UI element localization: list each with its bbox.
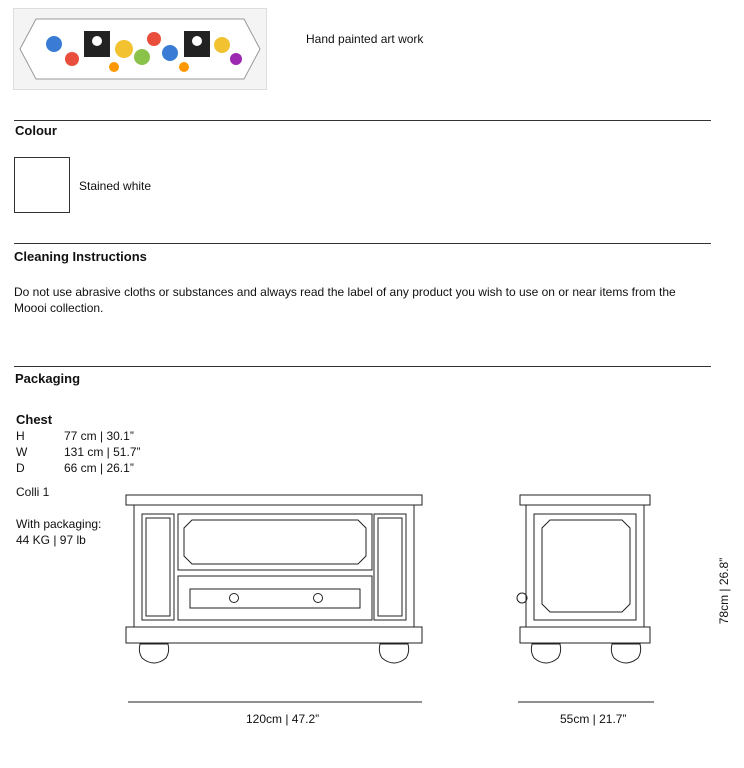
dim-key: H	[16, 429, 25, 443]
chest-front-drawing	[126, 492, 426, 682]
dim-row-height	[16, 429, 134, 443]
artwork-illustration	[14, 9, 266, 89]
colour-swatch-label: Stained white	[79, 179, 152, 193]
cleaning-text-line2: Moooi collection.	[14, 301, 104, 315]
artwork-thumbnail	[13, 8, 267, 90]
cleaning-text-line1: Do not use abrasive cloths or substances and always read the label of any product you wish to use on or near items from the	[14, 285, 676, 299]
colour-swatch	[14, 157, 70, 213]
dim-row-width	[16, 445, 141, 459]
packaging-heading: Packaging	[15, 371, 81, 386]
dim-value: 66 cm | 26.1”	[64, 461, 134, 475]
depth-dimension-label: 55cm | 21.7”	[560, 712, 627, 726]
divider-packaging	[14, 366, 711, 367]
width-dimension-label: 120cm | 47.2”	[246, 712, 320, 726]
dim-key: W	[16, 445, 28, 459]
item-title: Chest	[16, 412, 53, 427]
artwork-caption: Hand painted art work	[306, 32, 424, 46]
dim-value: 77 cm | 30.1”	[64, 429, 134, 443]
colour-heading: Colour	[15, 123, 57, 138]
cleaning-heading: Cleaning Instructions	[14, 249, 147, 264]
with-packaging-label: With packaging:	[16, 517, 102, 531]
divider-cleaning	[14, 243, 711, 244]
dim-key: D	[16, 461, 25, 475]
divider-colour	[14, 120, 711, 121]
package-weight: 44 KG | 97 lb	[16, 533, 86, 547]
chest-side-drawing	[514, 492, 654, 682]
colli-count: Colli 1	[16, 485, 50, 499]
height-dimension-label: 78cm | 26.8”	[717, 557, 731, 625]
dim-row-depth	[16, 461, 134, 475]
dim-value: 131 cm | 51.7”	[64, 445, 141, 459]
